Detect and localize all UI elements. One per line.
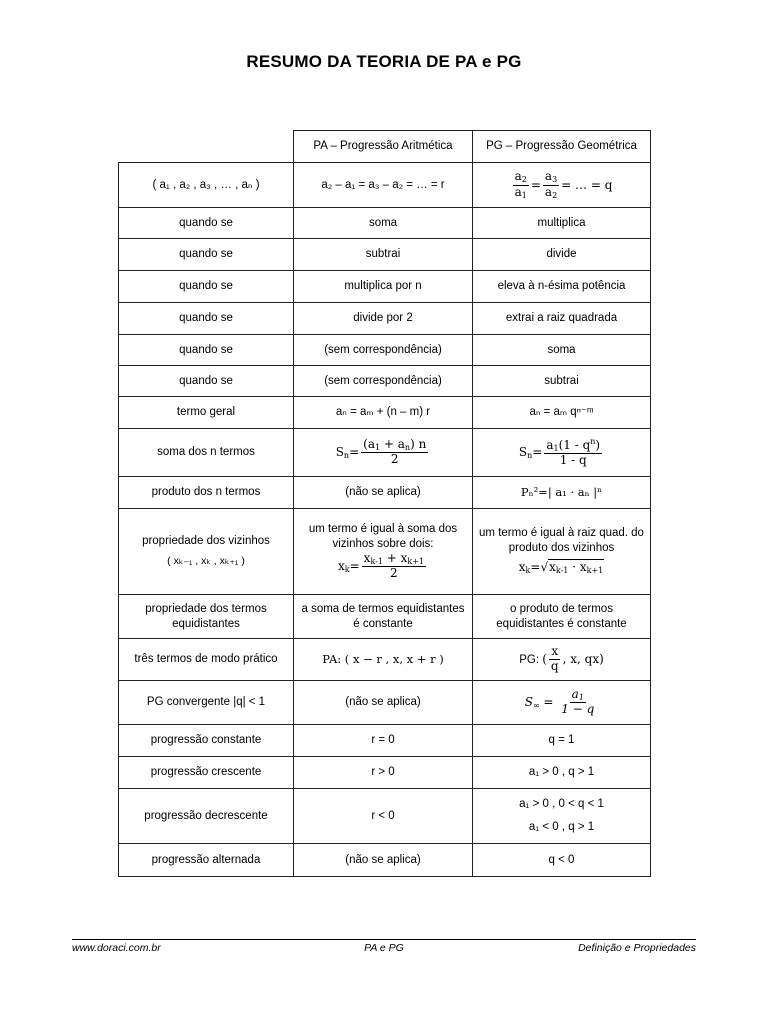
row-label: termo geral [119, 397, 294, 429]
pa-cell: (não se aplica) [294, 844, 473, 877]
pg-cell: divide [473, 239, 651, 271]
table-row [119, 397, 651, 429]
table-row [119, 509, 651, 595]
pg-cell [473, 163, 651, 208]
row-label: soma dos n termos [119, 429, 294, 477]
table-row [119, 789, 651, 844]
pg-cell [473, 639, 651, 681]
pa-cell: divide por 2 [294, 303, 473, 335]
table-row [119, 725, 651, 757]
row-label [119, 509, 294, 595]
row-label-line: propriedade dos vizinhos [142, 535, 270, 548]
summary-table [118, 130, 651, 877]
row-label: quando se [119, 271, 294, 303]
pg-cell: aₙ = aₘ qⁿ⁻ᵐ [473, 397, 651, 429]
pg-cell [473, 429, 651, 477]
row-label: progressão alternada [119, 844, 294, 877]
row-label: progressão crescente [119, 757, 294, 789]
pa-cell: (não se aplica) [294, 681, 473, 725]
footer-section: Definição e Propriedades [578, 942, 696, 954]
page-title: RESUMO DA TEORIA DE PA e PG [246, 52, 522, 71]
footer-website: www.doraci.com.br [72, 942, 161, 954]
table-row [119, 163, 651, 208]
row-label: três termos de modo prático [119, 639, 294, 681]
pa-cell: r = 0 [294, 725, 473, 757]
pa-cell: r > 0 [294, 757, 473, 789]
page-footer [72, 942, 696, 956]
pg-cell [473, 681, 651, 725]
ratio-formula-tail: = … = q [561, 177, 613, 192]
row-label: progressão decrescente [119, 789, 294, 844]
pa-header: PA – Progressão Aritmética [294, 131, 473, 163]
row-label: quando se [119, 303, 294, 335]
pg-header: PG – Progressão Geométrica [473, 131, 651, 163]
pa-cell: multiplica por n [294, 271, 473, 303]
pa-sum-formula: $S_n=$ $\frac{(a_1 + a_n) n}{2}$ [335, 437, 427, 467]
pg-three-terms-prefix: PG: [519, 654, 540, 666]
pg-cell: subtrai [473, 366, 651, 397]
pa-cell: (sem correspondência) [294, 366, 473, 397]
pg-cell: Pₙ²=| a₁ · aₙ |ⁿ [473, 477, 651, 509]
pa-cell [294, 509, 473, 595]
table-header-row [119, 131, 651, 163]
pa-cell: aₙ = aₘ + (n – m) r [294, 397, 473, 429]
pg-cell: multiplica [473, 208, 651, 239]
pa-cell: r < 0 [294, 789, 473, 844]
pg-neighbor-text: um termo é igual à raiz quad. do produto dos vizinhos [479, 527, 644, 555]
pa-cell: a soma de termos equidistantes é constante [294, 595, 473, 639]
table-row [119, 239, 651, 271]
table-row [119, 681, 651, 725]
pa-cell: (não se aplica) [294, 477, 473, 509]
table-row [119, 595, 651, 639]
pa-cell: subtrai [294, 239, 473, 271]
pg-three-terms-formula: ( $\frac{x}{q}$ , x, qx) [542, 644, 604, 673]
pa-cell: a₂ – a₁ = a₃ – a₂ = … = r [294, 163, 473, 208]
row-label: propriedade dos termos equidistantes [119, 595, 294, 639]
pa-cell: PA: ( x − r , x, x + r ) [294, 639, 473, 681]
pg-cell [473, 789, 651, 844]
table-row [119, 271, 651, 303]
pa-cell: soma [294, 208, 473, 239]
row-label: produto dos n termos [119, 477, 294, 509]
table-row [119, 208, 651, 239]
pg-cell: o produto de termos equidistantes é constante [473, 595, 651, 639]
table-row [119, 639, 651, 681]
pa-neighbor-text: um termo é igual à soma dos vizinhos sobre dois: [308, 523, 458, 550]
pg-cell: a₁ > 0 , q > 1 [473, 757, 651, 789]
pg-condition-line: a₁ > 0 , 0 < q < 1 [519, 798, 604, 811]
row-label: quando se [119, 208, 294, 239]
pg-neighbor-formula: $x_k=√x_{k-1} \cdot x_{k+1}$ [518, 560, 604, 576]
pg-cell: soma [473, 335, 651, 366]
pa-neighbor-formula: $x_k=$ $\frac{x_{k-1} + x_{k+1}}{2}$ [337, 550, 425, 581]
table-row [119, 366, 651, 397]
row-label-line: ( xₖ₋₁ , xₖ , xₖ₊₁ ) [167, 555, 245, 568]
blank-header-cell [119, 131, 294, 163]
row-label: quando se [119, 335, 294, 366]
pg-cell: extrai a raiz quadrada [473, 303, 651, 335]
pg-cell: q = 1 [473, 725, 651, 757]
footer-subject: PA e PG [364, 942, 404, 954]
pg-cell [473, 509, 651, 595]
pa-cell [294, 429, 473, 477]
pa-cell: (sem correspondência) [294, 335, 473, 366]
pg-sum-formula: $S_n=$ $\frac{a_1(1 - q^n)}{1 - q}$ [518, 437, 601, 468]
row-label: quando se [119, 366, 294, 397]
table-row [119, 844, 651, 877]
table-row [119, 757, 651, 789]
table-row [119, 303, 651, 335]
pg-cell: q < 0 [473, 844, 651, 877]
row-label: ( a₁ , a₂ , a₃ , … , aₙ ) [119, 163, 294, 208]
pg-condition-line: a₁ < 0 , q > 1 [528, 821, 595, 833]
row-label: quando se [119, 239, 294, 271]
table-row [119, 477, 651, 509]
ratio-formula: $\frac{a_2}{a_1}$ = $\frac{a_3}{a_2}$ = … = q [514, 169, 613, 200]
pg-infinite-sum-formula: $S_\infty$ = $\frac{a_1}{1 - q}$ [524, 687, 595, 717]
row-label: PG convergente |q| < 1 [119, 681, 294, 725]
row-label: progressão constante [119, 725, 294, 757]
pg-cell: eleva à n-ésima potência [473, 271, 651, 303]
table-row [119, 429, 651, 477]
footer-divider [72, 939, 696, 940]
table-row [119, 335, 651, 366]
